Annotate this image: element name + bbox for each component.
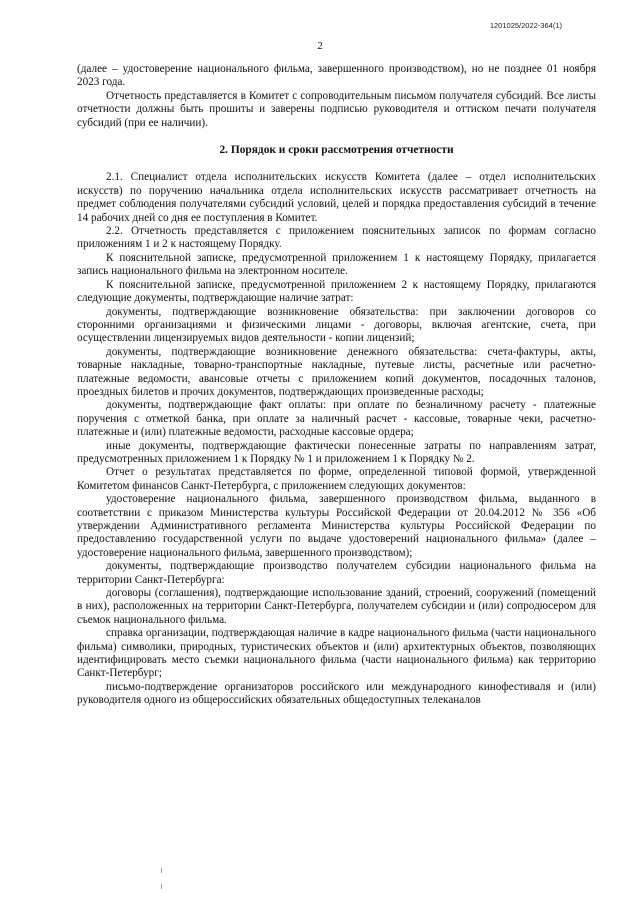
paragraph: документы, подтверждающие возникновение обязательства: при заключении договоров со сторонними организациями и физическими лицами - договоры, включая агентские, счета, при осуществлении лицензируемых видов деятельности - копии лицензий; [77,305,596,345]
paragraph: 2.1. Специалист отдела исполнительских искусств Комитета (далее – отдел исполнительских искусств) по поручению начальника отдела исполнительских искусств рассматривает отчетность на предмет соблюдения получателями субсидий условий, целей и порядка предоставления субсидий в течение 14 рабочих дней со дня ее поступления в Комитет. [77,171,596,224]
paragraph: Отчетность представляется в Комитет с сопроводительным письмом получателя субсидий. Все листы отчетности должны быть прошиты и заверены подписью руководителя и оттиском печати получателя субсидий (при ее наличии). [77,89,596,129]
paragraph: договоры (соглашения), подтверждающие использование зданий, строений, сооружений (помещений в них), расположенных на территории Санкт-Петербурга, получателем субсидии и (или) сопродюсером для съемок национального фильма. [77,587,596,626]
paragraph: Отчет о результатах представляется по форме, определенной типовой формой, утвержденной Комитетом финансов Санкт-Петербурга, с приложением следующих документов: [77,466,596,492]
paragraph: К пояснительной записке, предусмотренной приложением 1 к настоящему Порядку, прилагается запись национального фильма на электронном носителе. [77,251,596,278]
scan-mark [161,868,162,873]
paragraph: 2.2. Отчетность представляется с приложением пояснительных записок по формам согласно приложениям 1 и 2 к настоящему Порядку. [77,225,596,251]
paragraph: документы, подтверждающие факт оплаты: при оплате по безналичному расчету - платежные поручения с отметкой банка, при оплате за наличный расчет - кассовые, товарные чеки, расчетно-платежные и (или) платежные ведомости, расходные кассовые ордера; [77,399,596,439]
paragraph: иные документы, подтверждающие фактически понесенные затраты по направлениям затрат, предусмотренных приложением 1 к Порядку № 1 и приложением 1 к Порядку № 2. [77,439,596,465]
scan-mark [161,884,162,889]
section-heading: 2. Порядок и сроки рассмотрения отчетности [219,144,454,157]
document-number: 1201025/2022-364(1) [489,21,562,30]
paragraph: удостоверение национального фильма, завершенного производством фильма, выданного в соответствии с приказом Министерства культуры Российской Федерации от 20.04.2012 № 356 «Об утверждении Административного регламента Министерства культуры Российской Федерации по предоставлению государственной услуги по выдаче удостоверений национального фильма» (далее – удостоверение национального фильма, завершенного производством); [77,493,596,559]
paragraph: К пояснительной записке, предусмотренной приложением 2 к настоящему Порядку, прилагаются следующие документы, подтверждающие наличие затрат: [77,278,596,305]
paragraph: (далее – удостоверение национального фильма, завершенного производством), но не позднее 01 ноября 2023 года. [77,63,596,89]
paragraph: документы, подтверждающие возникновение денежного обязательства: счета-фактуры, акты, товарные накладные, товарно-транспортные накладные, путевые листы, расчетные или расчетно-платежные ведомости, авансовые отчеты с приложением копий документов, посадочных талонов, проездных билетов и прочих документов, подтверждающих произведенные расходы; [77,345,596,398]
document-body [77,63,596,708]
paragraph: письмо-подтверждение организаторов российского или международного кинофестиваля и (или) руководителя одного из общероссийских обязательных общедоступных телеканалов [77,680,596,707]
paragraph: справка организации, подтверждающая наличие в кадре национального фильма (части национального фильма) символики, природных, туристических объектов и (или) архитектурных объектов, позволяющих идентифицировать место съемки национального фильма (части национального фильма) как территорию Санкт-Петербург; [77,627,596,680]
page-number: 2 [317,40,323,52]
paragraph: документы, подтверждающие производство получателем субсидии национального фильма на территории Санкт-Петербурга: [77,560,596,586]
